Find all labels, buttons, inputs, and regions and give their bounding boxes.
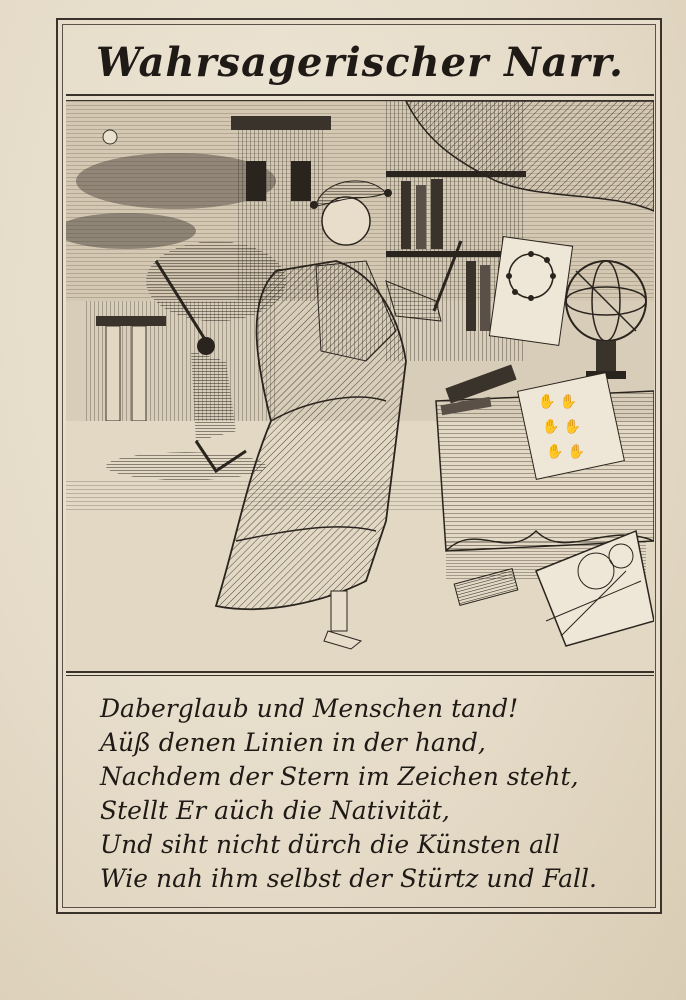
verse-line: Nachdem der Stern im Zeichen steht, — [100, 762, 579, 791]
svg-text:✋ ✋: ✋ ✋ — [542, 419, 582, 435]
verse-line: Aüß denen Linien in der hand, — [100, 728, 486, 757]
verse-line: Stellt Er aüch die Nativität, — [100, 796, 450, 825]
well-hole — [106, 452, 266, 480]
wheel-chart-icon — [489, 237, 572, 346]
svg-text:✋ ✋: ✋ ✋ — [538, 394, 578, 410]
verse-line: Wie nah ihm selbst der Stürtz und Fall. — [100, 864, 597, 893]
verse-line: Daberglaub und Menschen tand! — [100, 694, 519, 723]
verse-panel — [66, 675, 654, 904]
title-band — [66, 30, 654, 96]
engraving-title: Wahrsagerischer Narr. — [96, 38, 624, 86]
palmistry-chart-icon — [518, 373, 625, 480]
moon — [103, 130, 117, 144]
verse-line: Und siht nicht dürch die Künsten all — [100, 830, 561, 859]
engraved-scene — [66, 100, 654, 673]
svg-text:✋ ✋: ✋ ✋ — [546, 444, 586, 460]
scene-illustration — [66, 101, 654, 671]
